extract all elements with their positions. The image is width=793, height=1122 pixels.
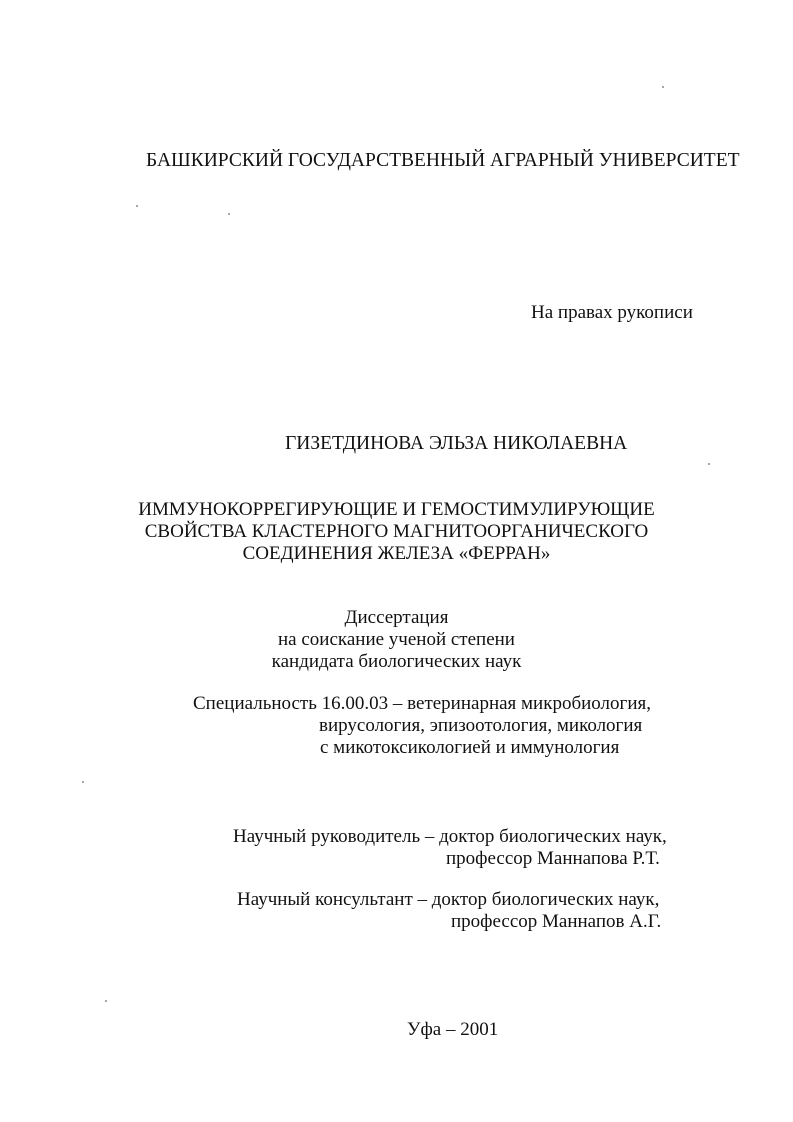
supervisor-line-2: профессор Маннапова Р.Т. bbox=[446, 848, 660, 869]
manuscript-rights-note: На правах рукописи bbox=[531, 302, 693, 323]
degree-line-3: кандидата биологических наук bbox=[271, 651, 522, 672]
degree-line-1: Диссертация bbox=[344, 607, 449, 628]
specialty-line-2: вирусология, эпизоотология, микология bbox=[319, 715, 643, 736]
title-line-2: СВОЙСТВА КЛАСТЕРНОГО МАГНИТООРГАНИЧЕСКОГО bbox=[144, 521, 649, 542]
specialty-line-3: с микотоксикологией и иммунология bbox=[320, 737, 620, 758]
scan-speck bbox=[136, 205, 138, 207]
specialty-line-1: Специальность 16.00.03 – ветеринарная микробиология, bbox=[193, 693, 651, 714]
supervisor-line-1: Научный руководитель – доктор биологических наук, bbox=[233, 826, 667, 847]
scan-speck bbox=[708, 463, 710, 465]
scan-speck bbox=[228, 213, 230, 215]
city-year: Уфа – 2001 bbox=[407, 1019, 499, 1040]
consultant-line-2: профессор Маннапов А.Г. bbox=[451, 911, 662, 932]
university-name: БАШКИРСКИЙ ГОСУДАРСТВЕННЫЙ АГРАРНЫЙ УНИВЕРСИТЕТ bbox=[146, 150, 740, 171]
author-name: ГИЗЕТДИНОВА ЭЛЬЗА НИКОЛАЕВНА bbox=[285, 433, 628, 454]
scan-speck bbox=[105, 1000, 107, 1002]
scan-speck bbox=[662, 86, 664, 88]
title-line-1: ИММУНОКОРРЕГИРУЮЩИЕ И ГЕМОСТИМУЛИРУЮЩИЕ bbox=[138, 499, 655, 520]
title-line-3: СОЕДИНЕНИЯ ЖЕЛЕЗА «ФЕРРАН» bbox=[242, 543, 551, 564]
consultant-line-1: Научный консультант – доктор биологических наук, bbox=[237, 889, 660, 910]
degree-line-2: на соискание ученой степени bbox=[278, 629, 515, 650]
scan-speck bbox=[82, 781, 84, 783]
